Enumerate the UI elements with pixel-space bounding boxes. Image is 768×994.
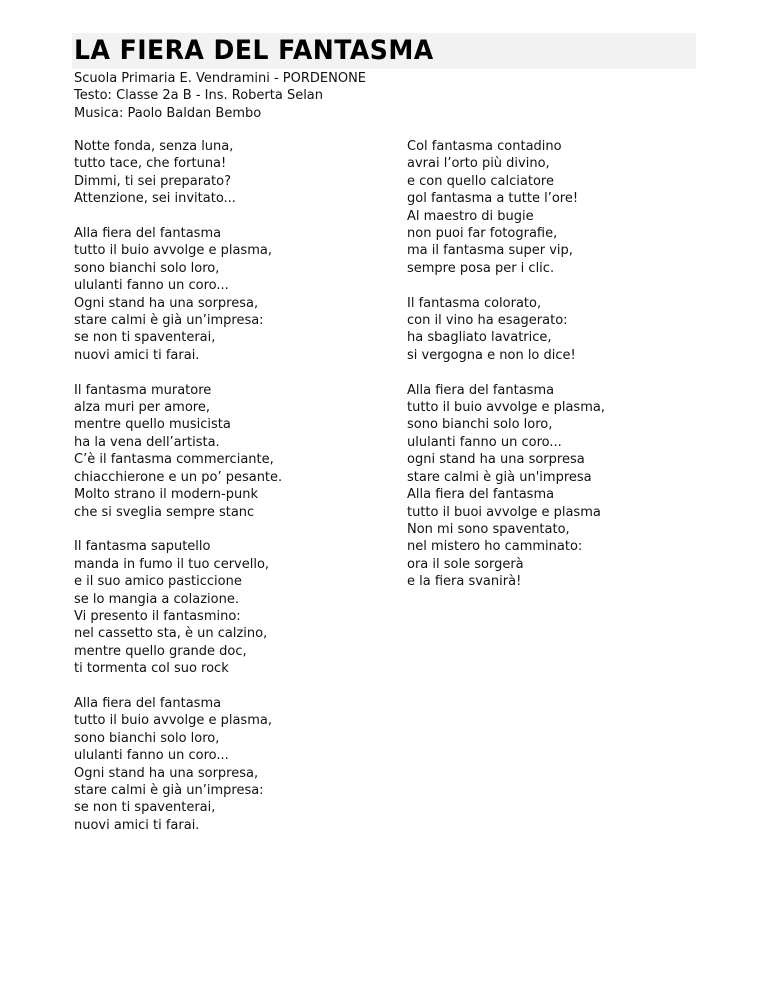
verse-line: C’è il fantasma commerciante, [74,452,274,468]
verse-line: Non mi sono spaventato, [407,521,570,537]
verse-line: tutto il buio avvolge e plasma, [407,400,605,416]
verse-line: e il suo amico pasticcione [74,574,242,590]
verse-line: sono bianchi solo loro, [74,260,220,276]
stanza [407,138,737,277]
verse-line: Col fantasma contadino [407,139,562,154]
verse-line: ti tormenta col suo rock [74,661,229,677]
left-column [74,138,404,852]
verse-line: se lo mangia a colazione. [74,591,239,607]
verse-line: nuovi amici ti farai. [74,347,200,363]
verse-line: ululanti fanno un coro... [407,434,562,450]
credits [74,70,366,122]
verse-line: ha sbagliato lavatrice, [407,330,552,346]
verse-line: Al maestro di bugie [407,208,534,224]
verse-line: manda in fumo il tuo cervello, [74,556,270,572]
verse-line: stare calmi è già un’impresa: [74,313,264,329]
verse-line: con il vino ha esagerato: [407,313,568,329]
verse-line: Dimmi, ti sei preparato? [74,173,231,189]
verse-line: nuovi amici ti farai. [74,817,200,833]
verse-line: se non ti spaventerai, [74,800,216,816]
stanza [74,695,404,834]
verse-line: non puoi far fotografie, [407,226,558,242]
verse-line: alza muri per amore, [74,400,210,416]
verse-line: se non ti spaventerai, [74,330,216,346]
verse-line: e la fiera svanirà! [407,574,522,590]
verse-line: e con quello calciatore [407,173,554,189]
verse-line: avrai l’orto più divino, [407,156,550,172]
stanza [74,382,404,521]
stanza [407,382,737,591]
verse-line: nel mistero ho camminato: [407,539,583,555]
verse-line: Alla fiera del fantasma [74,695,222,711]
verse-line: Il fantasma colorato, [407,295,542,311]
verse-line: ogni stand ha una sorpresa [407,452,585,468]
verse-line: tutto il buoi avvolge e plasma [407,504,601,520]
verse-line: Notte fonda, senza luna, [74,139,234,154]
verse-line: tutto tace, che fortuna! [74,156,227,172]
credit-lyrics: Testo: Classe 2a B - Ins. Roberta Selan [74,88,324,104]
verse-line: nel cassetto sta, è un calzino, [74,626,268,642]
verse-line: tutto il buio avvolge e plasma, [74,713,272,729]
verse-line: ululanti fanno un coro... [74,278,229,294]
credit-school: Scuola Primaria E. Vendramini - PORDENONE [74,71,367,86]
verse-line: Il fantasma muratore [74,382,212,398]
credit-music: Musica: Paolo Baldan Bembo [74,105,262,121]
verse-line: sempre posa per i clic. [407,260,555,276]
verse-line: ora il sole sorgerà [407,556,524,572]
verse-line: tutto il buio avvolge e plasma, [74,243,272,259]
verse-line: stare calmi è già un’impresa: [74,782,264,798]
verse-line: Il fantasma saputello [74,539,211,555]
verse-line: sono bianchi solo loro, [74,730,220,746]
verse-line: sono bianchi solo loro, [407,417,553,433]
verse-line: chiacchierone e un po’ pesante. [74,469,283,485]
verse-line: si vergogna e non lo dice! [407,347,576,363]
verse-line: stare calmi è già un'impresa [407,469,592,485]
verse-line: Vi presento il fantasmino: [74,608,241,624]
verse-line: Ogni stand ha una sorpresa, [74,295,259,311]
verse-line: ululanti fanno un coro... [74,748,229,764]
verse-line: che si sveglia sempre stanc [74,504,255,520]
right-column [407,138,737,608]
verse-line: Molto strano il modern-punk [74,487,258,503]
verse-line: gol fantasma a tutte l’ore! [407,191,579,207]
stanza [407,295,737,365]
verse-line: ma il fantasma super vip, [407,243,573,259]
stanza [74,538,404,677]
verse-line: Alla fiera del fantasma [407,382,555,398]
verse-line: ha la vena dell’artista. [74,434,220,450]
verse-line: Attenzione, sei invitato... [74,191,236,207]
verse-line: Alla fiera del fantasma [407,487,555,503]
verse-line: mentre quello grande doc, [74,643,247,659]
stanza [74,225,404,364]
verse-line: Alla fiera del fantasma [74,226,222,242]
verse-line: Ogni stand ha una sorpresa, [74,765,259,781]
stanza [74,138,404,208]
verse-line: mentre quello musicista [74,417,231,433]
song-title: LA FIERA DEL FANTASMA [74,35,434,66]
